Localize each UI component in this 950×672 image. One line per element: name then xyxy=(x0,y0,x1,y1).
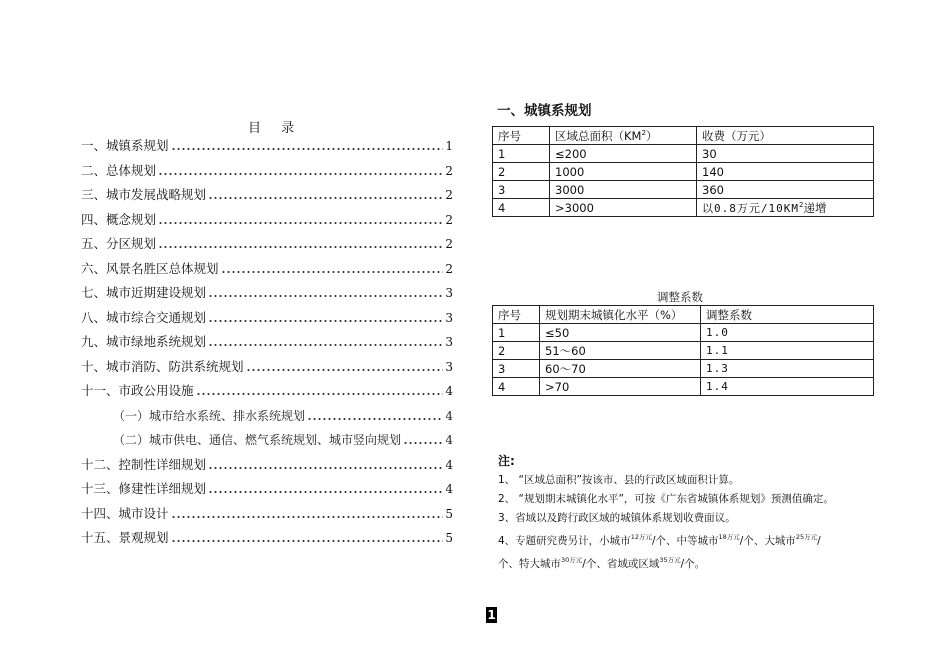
toc-leader-dots xyxy=(208,343,443,347)
table-cell: 1.1 xyxy=(701,342,874,360)
toc-leader-dots xyxy=(208,490,443,494)
toc-entry xyxy=(81,355,453,375)
toc-leader-dots xyxy=(171,515,444,519)
page-number: 1 xyxy=(487,608,496,622)
table-cell: 4 xyxy=(493,199,550,217)
toc-entry-label: 三、城市发展战略规划 xyxy=(81,187,207,202)
table-cell: 1 xyxy=(493,145,550,163)
header-cell: 区域总面积$(KM^2)$ xyxy=(550,127,697,145)
table-cell: 360 xyxy=(697,181,874,199)
toc-entry xyxy=(81,502,453,522)
coefficient-table xyxy=(492,305,874,396)
toc-entry-page: 5 xyxy=(445,531,453,545)
toc-entry-page: 3 xyxy=(445,335,453,349)
toc-entry-label: 五、分区规划 xyxy=(81,236,157,251)
toc-entry xyxy=(81,306,453,326)
header-cell: 序号 xyxy=(493,127,550,145)
toc-leader-dots xyxy=(158,172,443,176)
table-header-row xyxy=(493,306,874,324)
toc-leader-dots xyxy=(208,196,443,200)
table-row xyxy=(493,324,874,342)
toc-entry-page: 2 xyxy=(445,163,453,178)
toc-entry-page: 2 xyxy=(445,188,453,202)
table-cell: >70 xyxy=(540,378,701,396)
table-cell: 2 xyxy=(493,342,540,360)
toc-entry-label: 十四、城市设计 xyxy=(81,505,169,521)
header-cell: 规划期末城镇化水平（%） xyxy=(540,306,701,324)
toc-entry xyxy=(81,134,453,154)
toc-entry xyxy=(81,281,453,301)
toc-leader-dots xyxy=(246,368,444,372)
toc-entry-label: 十二、控制性详细规划 xyxy=(81,456,207,472)
note-4-cont: 个、特大城市$^{30万元}$/个、省域或区域$^{35万元}$/个。 xyxy=(498,556,706,570)
toc-entry-label: 二、总体规划 xyxy=(81,162,157,178)
table-cell: 1 xyxy=(493,324,540,342)
toc-entry-label: 十一、市政公用设施 xyxy=(81,383,194,398)
table-row xyxy=(493,342,874,360)
table-cell: 30 xyxy=(697,145,874,163)
toc-leader-dots xyxy=(208,466,443,470)
table-cell: ≤200 xyxy=(550,145,697,163)
table-row xyxy=(493,378,874,396)
toc-entry xyxy=(81,453,453,473)
toc-entry-label: 十五、景观规划 xyxy=(81,530,169,545)
toc-entry-page: 4 xyxy=(445,457,453,472)
toc-leader-dots xyxy=(158,221,443,225)
toc-entry xyxy=(81,477,453,497)
notes-heading: 注: xyxy=(498,454,515,468)
table-cell: 51～60 xyxy=(540,342,701,360)
toc-entry-page: 3 xyxy=(445,286,453,300)
table-cell: 60～70 xyxy=(540,360,701,378)
header-cell: 收费（万元） xyxy=(697,127,874,145)
toc-entry-label: （一）城市给水系统、排水系统规划 xyxy=(113,408,306,423)
toc-entry xyxy=(113,404,453,424)
table-cell: 1.3 xyxy=(701,360,874,378)
toc-entry xyxy=(81,208,453,228)
table-cell: ≤50 xyxy=(540,324,701,342)
toc-entry-label: 四、概念规划 xyxy=(81,211,157,227)
toc-entry-label: 十三、修建性详细规划 xyxy=(81,481,207,496)
toc-title: 目 录 xyxy=(248,121,303,136)
toc-entry xyxy=(81,232,453,252)
toc-entry xyxy=(81,257,453,277)
table-cell: 4 xyxy=(493,378,540,396)
section-title: 一、城镇系规划 xyxy=(497,103,592,119)
table-row xyxy=(493,360,874,378)
toc-entry xyxy=(81,379,453,399)
toc-entry-label: 十、城市消防、防洪系统规划 xyxy=(81,358,244,374)
toc-entry-page: 3 xyxy=(445,359,453,374)
table-row xyxy=(493,163,874,181)
notes xyxy=(498,452,898,574)
toc-entry-page: 4 xyxy=(445,433,453,447)
table-cell: 3 xyxy=(493,181,550,199)
table-row xyxy=(493,181,874,199)
toc-leader-dots xyxy=(171,539,444,543)
toc-entry-page: 5 xyxy=(445,506,453,521)
table-cell: 2 xyxy=(493,163,550,181)
toc-entry-page: 2 xyxy=(445,261,453,276)
table-caption: 调整系数 xyxy=(657,290,703,304)
toc-leader-dots xyxy=(307,417,443,421)
note-3: 3、省域以及跨行政区域的城镇体系规划收费面议。 xyxy=(498,512,736,524)
table-row xyxy=(493,145,874,163)
toc-entry-page: 1 xyxy=(445,139,453,153)
toc-entry xyxy=(81,183,453,203)
toc-entry-page: 4 xyxy=(445,482,453,496)
toc-leader-dots xyxy=(208,294,443,298)
header-cell: 调整系数 xyxy=(701,306,874,324)
table-cell: >3000 xyxy=(550,199,697,217)
toc-leader-dots xyxy=(171,147,444,151)
toc-entry-page: 2 xyxy=(445,212,453,227)
toc-entry xyxy=(81,526,453,546)
toc-entry xyxy=(113,428,453,448)
toc-entry-label: 六、风景名胜区总体规划 xyxy=(81,260,219,276)
table-cell: 1000 xyxy=(550,163,697,181)
note-1: 1、 “区域总面积”按该市、县的行政区域面积计算。 xyxy=(498,474,740,486)
table-cell: 1.4 xyxy=(701,378,874,396)
table-cell: 以0.8万元$/10KM^2$递增 xyxy=(697,199,874,217)
note-2: 2、 “规划期末城镇化水平”，可按《广东省城镇体系规划》预测值确定。 xyxy=(498,493,834,505)
toc-entry-label: 九、城市绿地系统规划 xyxy=(81,334,207,349)
table-cell: 3000 xyxy=(550,181,697,199)
toc-entry-page: 4 xyxy=(445,408,453,423)
toc-entry-label: 八、城市综合交通规划 xyxy=(81,309,207,325)
toc-entry-page: 3 xyxy=(445,310,453,325)
toc-leader-dots xyxy=(158,245,443,249)
toc-entry-label: 七、城市近期建设规划 xyxy=(81,285,207,300)
toc-entry xyxy=(81,330,453,350)
header-cell: 序号 xyxy=(493,306,540,324)
toc-entry-label: （二）城市供电、通信、燃气系统规划、城市竖向规划 xyxy=(113,433,402,447)
table-row xyxy=(493,199,874,217)
toc-entry-page: 4 xyxy=(445,384,453,398)
note-4: 4、专题研究费另计，小城市$^{12万元}$/个、中等城市$^{18万元}$/个、大城市$^{25万元}$/ xyxy=(498,533,821,547)
toc-entry-label: 一、城镇系规划 xyxy=(81,138,169,153)
table-cell: 140 xyxy=(697,163,874,181)
table-cell: 3 xyxy=(493,360,540,378)
toc-leader-dots xyxy=(221,270,444,274)
toc-entry-page: 2 xyxy=(445,237,453,251)
toc-leader-dots xyxy=(403,441,443,445)
toc-leader-dots xyxy=(196,392,444,396)
toc-leader-dots xyxy=(208,319,443,323)
toc-entry xyxy=(81,159,453,179)
table-cell: 1.0 xyxy=(701,324,874,342)
fee-table xyxy=(492,126,874,217)
table-header-row xyxy=(493,127,874,145)
